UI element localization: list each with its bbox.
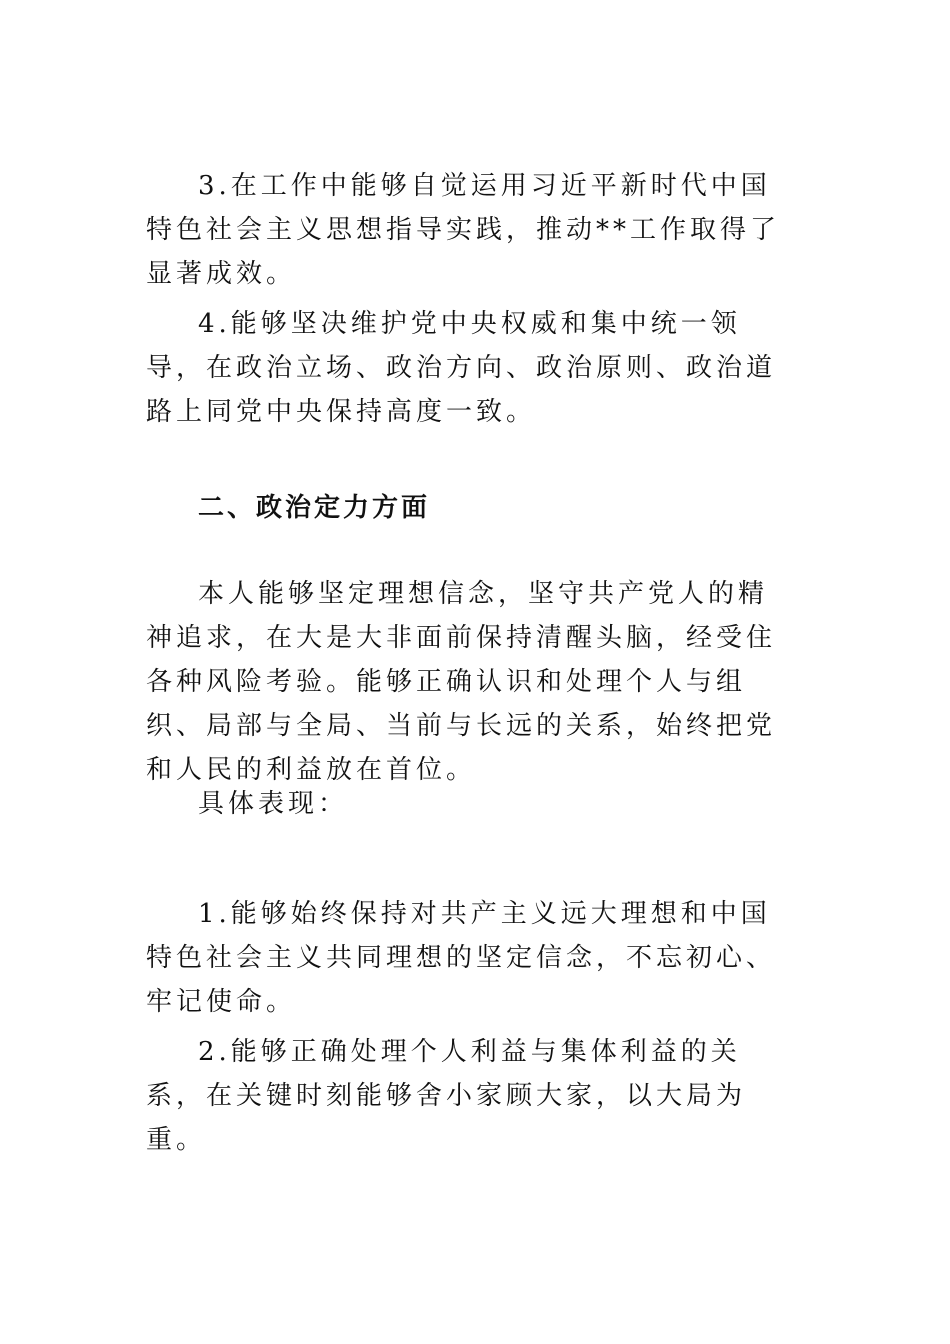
section-heading: 二、政治定力方面 [198, 493, 431, 523]
paragraph-item-3: 3.在工作中能够自觉运用习近平新时代中国特色社会主义思想指导实践，推动**工作取得了显著成效。 [146, 171, 781, 289]
paragraph-item-4: 4.能够坚决维护党中央权威和集中统一领导，在政治立场、政治方向、政治原则、政治道路上同党中央保持高度一致。 [146, 309, 777, 427]
section-intro-paragraph: 本人能够坚定理想信念，坚守共产党人的精神追求，在大是大非面前保持清醒头脑，经受住各种风险考验。能够正确认识和处理个人与组织、局部与全局、当前与长远的关系，始终把党和人民的利益放在首位。 [146, 579, 777, 785]
paragraph-item-1: 1.能够始终保持对共产主义远大理想和中国特色社会主义共同理想的坚定信念，不忘初心、牢记使命。 [146, 899, 777, 1017]
specific-performance-label: 具体表现： [198, 789, 349, 819]
paragraph-item-2: 2.能够正确处理个人利益与集体利益的关系，在关键时刻能够舍小家顾大家，以大局为重。 [146, 1037, 747, 1155]
